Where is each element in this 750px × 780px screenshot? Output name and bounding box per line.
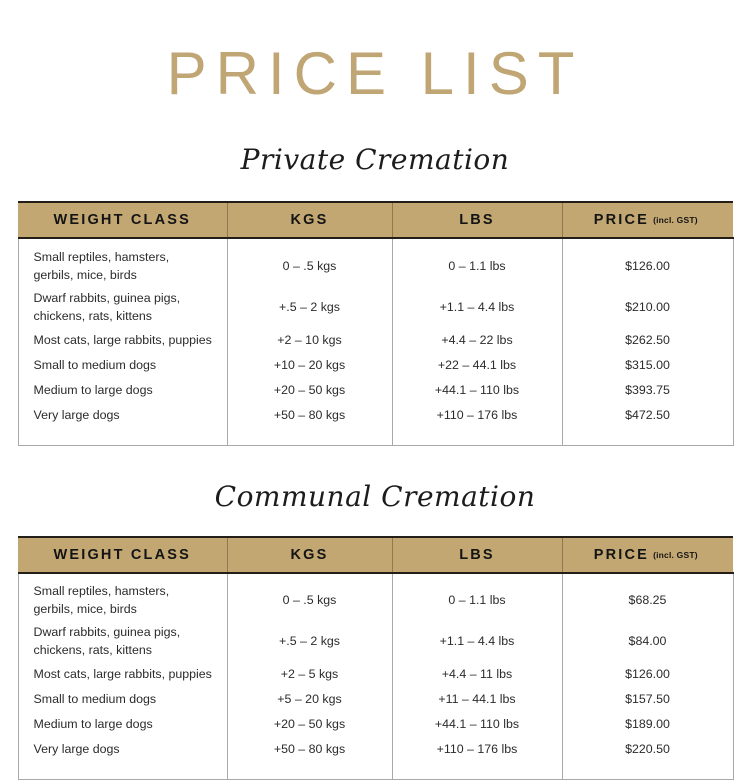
table-body-top-spacer (18, 238, 733, 246)
column-header-price (562, 202, 733, 238)
cell-price: $68.25 (562, 581, 733, 622)
cell-lbs: 0 – 1.1 lbs (392, 581, 562, 622)
cell-weight-class: Medium to large dogs (18, 378, 227, 403)
table-header (18, 537, 733, 573)
cell-weight-class: Most cats, large rabbits, puppies (18, 663, 227, 688)
cell-lbs: +22 – 44.1 lbs (392, 353, 562, 378)
cell-weight-class: Very large dogs (18, 738, 227, 763)
table-row (18, 663, 733, 688)
cell-price: $315.00 (562, 353, 733, 378)
cell-price: $126.00 (562, 663, 733, 688)
cell-kgs: +.5 – 2 kgs (227, 287, 392, 328)
table-row (18, 328, 733, 353)
cell-kgs: 0 – .5 kgs (227, 246, 392, 287)
column-header-lbs (392, 202, 562, 238)
table-row (18, 581, 733, 622)
table-body-top-spacer (18, 573, 733, 581)
cell-kgs: +20 – 50 kgs (227, 378, 392, 403)
cell-kgs: +20 – 50 kgs (227, 713, 392, 738)
cell-weight-class (18, 246, 227, 287)
table-header (18, 202, 733, 238)
cell-weight-class: Medium to large dogs (18, 713, 227, 738)
column-header-kgs (227, 537, 392, 573)
cell-lbs: +44.1 – 110 lbs (392, 713, 562, 738)
communal-cremation-table (18, 536, 734, 780)
column-header-lbs-label: LBS (459, 547, 495, 563)
cell-price: $84.00 (562, 622, 733, 663)
column-header-price (562, 537, 733, 573)
cell-kgs: +50 – 80 kgs (227, 403, 392, 428)
table-row (18, 287, 733, 328)
cell-weight-class-line1: Dwarf rabbits, guinea pigs, (34, 291, 181, 305)
column-header-price-label: PRICE (594, 547, 649, 563)
column-header-kgs-label: KGS (290, 547, 328, 563)
section-heading-communal-cremation: Communal Cremation (0, 446, 750, 511)
cell-price: $210.00 (562, 287, 733, 328)
cell-lbs: 0 – 1.1 lbs (392, 246, 562, 287)
cell-lbs: +110 – 176 lbs (392, 403, 562, 428)
cell-weight-class: Very large dogs (18, 403, 227, 428)
table-row (18, 353, 733, 378)
communal-cremation-table-wrap (18, 536, 733, 780)
column-header-lbs (392, 537, 562, 573)
cell-weight-class-line2: chickens, rats, kittens (34, 308, 221, 326)
cell-kgs: +5 – 20 kgs (227, 688, 392, 713)
table-row (18, 246, 733, 287)
cell-weight-class-line2: chickens, rats, kittens (34, 642, 221, 660)
private-cremation-table-wrap (18, 201, 733, 446)
cell-price: $262.50 (562, 328, 733, 353)
cell-weight-class-line1: Small reptiles, hamsters, (34, 584, 170, 598)
cell-price: $157.50 (562, 688, 733, 713)
column-header-kgs-label: KGS (290, 212, 328, 228)
cell-price: $126.00 (562, 246, 733, 287)
cell-price: $220.50 (562, 738, 733, 763)
column-header-weight-class (18, 537, 227, 573)
cell-weight-class: Small to medium dogs (18, 688, 227, 713)
cell-weight-class: Most cats, large rabbits, puppies (18, 328, 227, 353)
table-header-row (18, 202, 733, 238)
cell-price: $189.00 (562, 713, 733, 738)
cell-lbs: +110 – 176 lbs (392, 738, 562, 763)
cell-weight-class (18, 287, 227, 328)
cell-lbs: +1.1 – 4.4 lbs (392, 287, 562, 328)
column-header-weight-class (18, 202, 227, 238)
cell-kgs: +2 – 10 kgs (227, 328, 392, 353)
cell-lbs: +11 – 44.1 lbs (392, 688, 562, 713)
cell-weight-class: Small to medium dogs (18, 353, 227, 378)
table-row (18, 403, 733, 428)
cell-price: $393.75 (562, 378, 733, 403)
cell-weight-class-line2: gerbils, mice, birds (34, 267, 221, 285)
table-body (18, 573, 733, 780)
cell-lbs: +4.4 – 22 lbs (392, 328, 562, 353)
cell-weight-class-line1: Dwarf rabbits, guinea pigs, (34, 625, 181, 639)
page-title: PRICE LIST (0, 0, 750, 104)
cell-kgs: +2 – 5 kgs (227, 663, 392, 688)
cell-lbs: +44.1 – 110 lbs (392, 378, 562, 403)
cell-weight-class (18, 622, 227, 663)
cell-weight-class-line2: gerbils, mice, birds (34, 601, 221, 619)
cell-price: $472.50 (562, 403, 733, 428)
cell-weight-class (18, 581, 227, 622)
column-header-price-label: PRICE (594, 212, 649, 228)
cell-kgs: +10 – 20 kgs (227, 353, 392, 378)
table-row (18, 378, 733, 403)
table-body (18, 238, 733, 445)
column-header-lbs-label: LBS (459, 212, 495, 228)
column-header-price-note: (incl. GST) (653, 550, 698, 560)
column-header-weight-class-label: WEIGHT CLASS (53, 547, 191, 563)
table-body-bottom-spacer (18, 763, 733, 780)
table-row (18, 622, 733, 663)
table-row (18, 688, 733, 713)
table-row (18, 738, 733, 763)
cell-lbs: +1.1 – 4.4 lbs (392, 622, 562, 663)
section-heading-private-cremation: Private Cremation (0, 104, 750, 174)
private-cremation-table (18, 201, 734, 446)
cell-kgs: +50 – 80 kgs (227, 738, 392, 763)
cell-kgs: +.5 – 2 kgs (227, 622, 392, 663)
column-header-weight-class-label: WEIGHT CLASS (53, 212, 191, 228)
column-header-kgs (227, 202, 392, 238)
column-header-price-note: (incl. GST) (653, 215, 698, 225)
table-row (18, 713, 733, 738)
table-body-bottom-spacer (18, 428, 733, 445)
cell-kgs: 0 – .5 kgs (227, 581, 392, 622)
cell-lbs: +4.4 – 11 lbs (392, 663, 562, 688)
cell-weight-class-line1: Small reptiles, hamsters, (34, 250, 170, 264)
table-header-row (18, 537, 733, 573)
